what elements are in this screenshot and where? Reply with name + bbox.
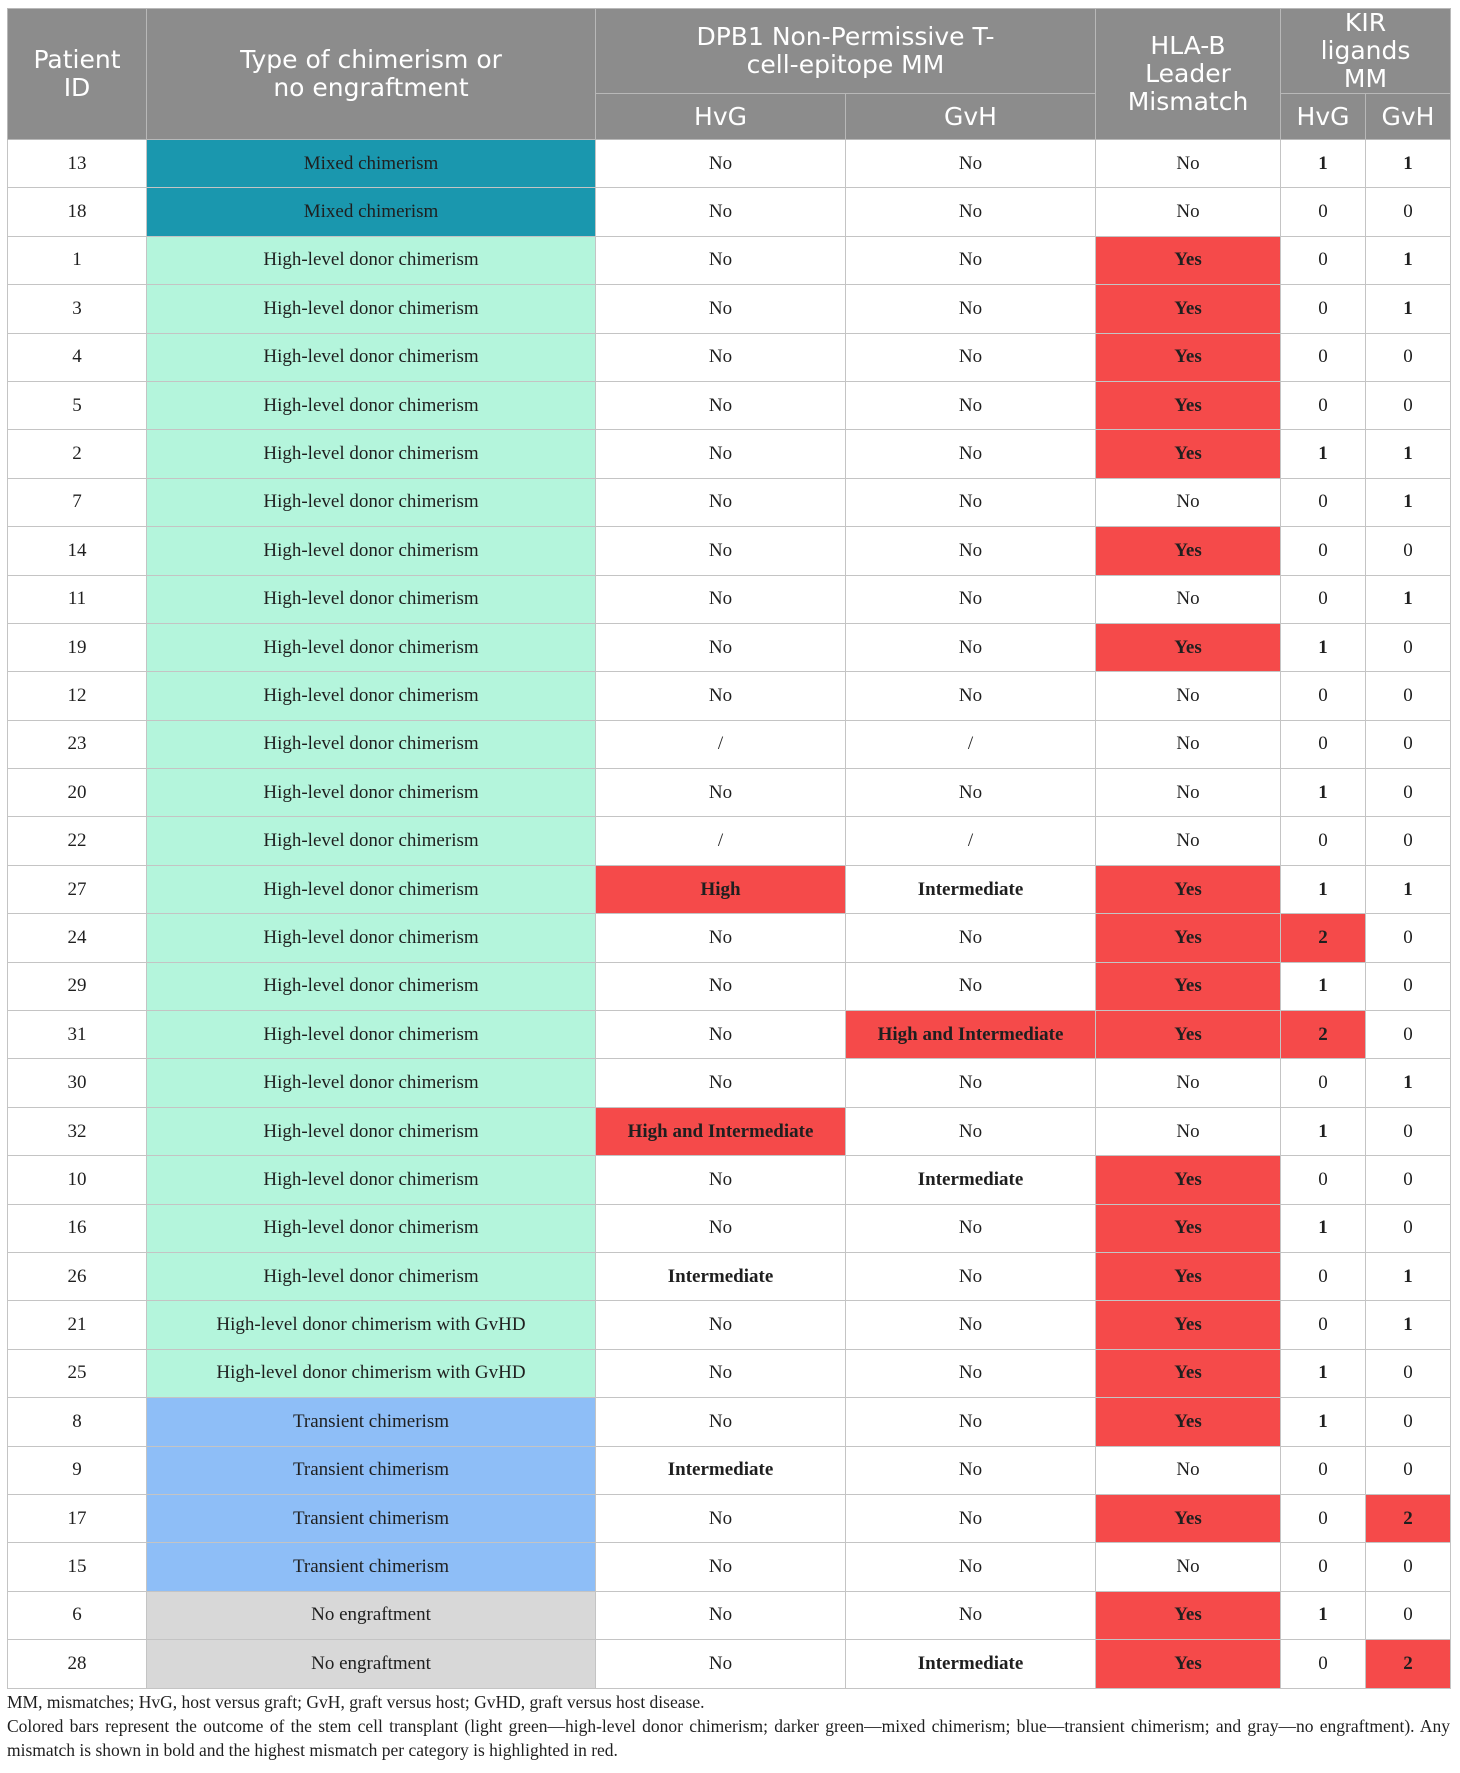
hlab-leader-cell: No xyxy=(1096,769,1281,817)
kir-hvg-cell: 1 xyxy=(1281,1398,1366,1446)
hlab-leader-cell: Yes xyxy=(1096,1252,1281,1300)
dpb1-gvh-cell: No xyxy=(846,1252,1096,1300)
dpb1-gvh-cell: No xyxy=(846,1349,1096,1397)
chimerism-type-cell: High-level donor chimerism xyxy=(147,672,596,720)
table-row xyxy=(8,720,1451,768)
dpb1-gvh-cell: No xyxy=(846,1543,1096,1591)
dpb1-gvh-cell: Intermediate xyxy=(846,865,1096,913)
patient-id-cell: 30 xyxy=(8,1059,147,1107)
dpb1-hvg-cell: No xyxy=(596,1543,846,1591)
patient-id-cell: 29 xyxy=(8,962,147,1010)
hlab-leader-cell: Yes xyxy=(1096,962,1281,1010)
patient-id-cell: 19 xyxy=(8,623,147,671)
kir-gvh-cell: 0 xyxy=(1366,333,1451,381)
kir-hvg-cell: 0 xyxy=(1281,333,1366,381)
kir-gvh-cell: 0 xyxy=(1366,962,1451,1010)
hlab-leader-cell: Yes xyxy=(1096,1011,1281,1059)
patient-id-cell: 9 xyxy=(8,1446,147,1494)
patient-id-cell: 12 xyxy=(8,672,147,720)
dpb1-gvh-cell: No xyxy=(846,1591,1096,1639)
hlab-leader-cell: Yes xyxy=(1096,623,1281,671)
kir-gvh-cell: 0 xyxy=(1366,672,1451,720)
kir-gvh-cell: 0 xyxy=(1366,1204,1451,1252)
dpb1-gvh-cell: No xyxy=(846,478,1096,526)
table-row xyxy=(8,1107,1451,1155)
table-row xyxy=(8,285,1451,333)
kir-gvh-cell: 0 xyxy=(1366,527,1451,575)
kir-hvg-cell: 0 xyxy=(1281,1446,1366,1494)
patient-id-cell: 21 xyxy=(8,1301,147,1349)
dpb1-hvg-cell: No xyxy=(596,430,846,478)
kir-hvg-cell: 0 xyxy=(1281,478,1366,526)
kir-gvh-cell: 2 xyxy=(1366,1640,1451,1688)
patient-id-cell: 7 xyxy=(8,478,147,526)
kir-hvg-cell: 1 xyxy=(1281,140,1366,188)
chimerism-type-cell: Mixed chimerism xyxy=(147,140,596,188)
header-chimerism-type: Type of chimerism or no engraftment xyxy=(147,9,596,140)
dpb1-gvh-cell: No xyxy=(846,623,1096,671)
dpb1-gvh-cell: No xyxy=(846,381,1096,429)
hlab-leader-cell: Yes xyxy=(1096,236,1281,284)
hlab-leader-cell: No xyxy=(1096,1059,1281,1107)
kir-gvh-cell: 0 xyxy=(1366,769,1451,817)
patient-id-cell: 6 xyxy=(8,1591,147,1639)
dpb1-gvh-cell: No xyxy=(846,914,1096,962)
table-row xyxy=(8,236,1451,284)
hlab-leader-cell: Yes xyxy=(1096,1301,1281,1349)
kir-hvg-cell: 0 xyxy=(1281,575,1366,623)
hlab-leader-cell: No xyxy=(1096,1107,1281,1155)
dpb1-hvg-cell: No xyxy=(596,623,846,671)
chimerism-type-cell: High-level donor chimerism xyxy=(147,817,596,865)
hlab-leader-cell: No xyxy=(1096,1446,1281,1494)
dpb1-gvh-cell: No xyxy=(846,672,1096,720)
kir-hvg-cell: 0 xyxy=(1281,1059,1366,1107)
hlab-leader-cell: Yes xyxy=(1096,285,1281,333)
header-kir-gvh: GvH xyxy=(1366,94,1451,140)
kir-hvg-cell: 1 xyxy=(1281,865,1366,913)
dpb1-hvg-cell: No xyxy=(596,1059,846,1107)
dpb1-gvh-cell: No xyxy=(846,1204,1096,1252)
kir-hvg-cell: 0 xyxy=(1281,285,1366,333)
hlab-leader-cell: Yes xyxy=(1096,914,1281,962)
dpb1-hvg-cell: / xyxy=(596,817,846,865)
table-row xyxy=(8,623,1451,671)
patient-id-cell: 18 xyxy=(8,188,147,236)
kir-hvg-cell: 2 xyxy=(1281,914,1366,962)
table-row xyxy=(8,1543,1451,1591)
table-row xyxy=(8,1059,1451,1107)
chimerism-type-cell: High-level donor chimerism xyxy=(147,1107,596,1155)
kir-gvh-cell: 0 xyxy=(1366,188,1451,236)
kir-gvh-cell: 1 xyxy=(1366,1301,1451,1349)
dpb1-hvg-cell: No xyxy=(596,527,846,575)
patient-id-cell: 28 xyxy=(8,1640,147,1688)
dpb1-gvh-cell: No xyxy=(846,285,1096,333)
dpb1-gvh-cell: Intermediate xyxy=(846,1156,1096,1204)
chimerism-type-cell: High-level donor chimerism xyxy=(147,769,596,817)
chimerism-type-cell: High-level donor chimerism xyxy=(147,914,596,962)
hlab-leader-cell: No xyxy=(1096,672,1281,720)
dpb1-hvg-cell: No xyxy=(596,1398,846,1446)
kir-gvh-cell: 0 xyxy=(1366,914,1451,962)
dpb1-hvg-cell: High xyxy=(596,865,846,913)
kir-hvg-cell: 0 xyxy=(1281,720,1366,768)
patient-id-cell: 16 xyxy=(8,1204,147,1252)
dpb1-hvg-cell: No xyxy=(596,381,846,429)
table-row xyxy=(8,1494,1451,1542)
dpb1-hvg-cell: No xyxy=(596,962,846,1010)
kir-gvh-cell: 2 xyxy=(1366,1494,1451,1542)
table-row xyxy=(8,914,1451,962)
header-dpb1-hvg: HvG xyxy=(596,94,846,140)
table-row xyxy=(8,430,1451,478)
dpb1-hvg-cell: No xyxy=(596,140,846,188)
chimerism-type-cell: High-level donor chimerism xyxy=(147,236,596,284)
chimerism-type-cell: High-level donor chimerism xyxy=(147,1252,596,1300)
hlab-leader-cell: Yes xyxy=(1096,381,1281,429)
patient-id-cell: 4 xyxy=(8,333,147,381)
dpb1-hvg-cell: No xyxy=(596,188,846,236)
table-body xyxy=(8,140,1451,1689)
chimerism-type-cell: Transient chimerism xyxy=(147,1446,596,1494)
patient-id-cell: 14 xyxy=(8,527,147,575)
patient-id-cell: 15 xyxy=(8,1543,147,1591)
table-row xyxy=(8,1156,1451,1204)
patient-id-cell: 2 xyxy=(8,430,147,478)
dpb1-hvg-cell: No xyxy=(596,1156,846,1204)
kir-gvh-cell: 1 xyxy=(1366,865,1451,913)
chimerism-type-cell: No engraftment xyxy=(147,1591,596,1639)
kir-gvh-cell: 0 xyxy=(1366,623,1451,671)
hlab-leader-cell: Yes xyxy=(1096,1204,1281,1252)
kir-hvg-cell: 0 xyxy=(1281,236,1366,284)
table-row xyxy=(8,817,1451,865)
footnote-legend: Colored bars represent the outcome of the stem cell transplant (light green—high-level donor chimerism; darker green—mixed chimerism; blue—transient chimerism; and gray—no engraftment). Any mismatch is shown in bold and the highest mismatch per category is highlighted in red. xyxy=(7,1716,1450,1760)
patient-id-cell: 23 xyxy=(8,720,147,768)
chimerism-type-cell: High-level donor chimerism with GvHD xyxy=(147,1301,596,1349)
patient-id-cell: 8 xyxy=(8,1398,147,1446)
dpb1-gvh-cell: No xyxy=(846,1398,1096,1446)
hlab-leader-cell: No xyxy=(1096,188,1281,236)
patient-id-cell: 1 xyxy=(8,236,147,284)
table-row xyxy=(8,1349,1451,1397)
kir-hvg-cell: 1 xyxy=(1281,962,1366,1010)
dpb1-gvh-cell: No xyxy=(846,140,1096,188)
hlab-leader-cell: No xyxy=(1096,478,1281,526)
kir-hvg-cell: 2 xyxy=(1281,1011,1366,1059)
dpb1-gvh-cell: No xyxy=(846,236,1096,284)
patient-id-cell: 5 xyxy=(8,381,147,429)
dpb1-hvg-cell: No xyxy=(596,1204,846,1252)
chimerism-type-cell: High-level donor chimerism xyxy=(147,1059,596,1107)
dpb1-gvh-cell: No xyxy=(846,1446,1096,1494)
table-row xyxy=(8,1640,1451,1688)
kir-hvg-cell: 1 xyxy=(1281,1349,1366,1397)
kir-hvg-cell: 0 xyxy=(1281,188,1366,236)
kir-hvg-cell: 1 xyxy=(1281,1204,1366,1252)
table-row xyxy=(8,865,1451,913)
hlab-leader-cell: Yes xyxy=(1096,430,1281,478)
hlab-leader-cell: Yes xyxy=(1096,865,1281,913)
hlab-leader-cell: Yes xyxy=(1096,1156,1281,1204)
hlab-leader-cell: No xyxy=(1096,720,1281,768)
kir-gvh-cell: 1 xyxy=(1366,478,1451,526)
chimerism-type-cell: High-level donor chimerism xyxy=(147,623,596,671)
dpb1-hvg-cell: No xyxy=(596,575,846,623)
dpb1-gvh-cell: No xyxy=(846,769,1096,817)
kir-hvg-cell: 1 xyxy=(1281,1591,1366,1639)
table-row xyxy=(8,140,1451,188)
table-row xyxy=(8,333,1451,381)
kir-gvh-cell: 1 xyxy=(1366,430,1451,478)
hlab-leader-cell: Yes xyxy=(1096,1591,1281,1639)
dpb1-gvh-cell: No xyxy=(846,962,1096,1010)
kir-hvg-cell: 0 xyxy=(1281,1494,1366,1542)
kir-gvh-cell: 1 xyxy=(1366,140,1451,188)
chimerism-type-cell: High-level donor chimerism xyxy=(147,865,596,913)
kir-hvg-cell: 0 xyxy=(1281,1252,1366,1300)
kir-gvh-cell: 1 xyxy=(1366,1059,1451,1107)
kir-gvh-cell: 0 xyxy=(1366,1349,1451,1397)
patient-id-cell: 24 xyxy=(8,914,147,962)
dpb1-hvg-cell: Intermediate xyxy=(596,1252,846,1300)
chimerism-type-cell: High-level donor chimerism xyxy=(147,1156,596,1204)
patient-id-cell: 17 xyxy=(8,1494,147,1542)
chimerism-type-cell: High-level donor chimerism xyxy=(147,1204,596,1252)
kir-gvh-cell: 1 xyxy=(1366,1252,1451,1300)
hlab-leader-cell: Yes xyxy=(1096,527,1281,575)
dpb1-hvg-cell: No xyxy=(596,672,846,720)
dpb1-gvh-cell: No xyxy=(846,1494,1096,1542)
dpb1-gvh-cell: No xyxy=(846,333,1096,381)
dpb1-hvg-cell: Intermediate xyxy=(596,1446,846,1494)
kir-gvh-cell: 1 xyxy=(1366,236,1451,284)
kir-gvh-cell: 0 xyxy=(1366,1156,1451,1204)
kir-hvg-cell: 0 xyxy=(1281,817,1366,865)
table-row xyxy=(8,1301,1451,1349)
header-kir-hvg: HvG xyxy=(1281,94,1366,140)
table-row xyxy=(8,672,1451,720)
table-row xyxy=(8,962,1451,1010)
hlab-leader-cell: No xyxy=(1096,1543,1281,1591)
dpb1-hvg-cell: No xyxy=(596,1494,846,1542)
dpb1-hvg-cell: No xyxy=(596,914,846,962)
kir-gvh-cell: 0 xyxy=(1366,1011,1451,1059)
dpb1-hvg-cell: No xyxy=(596,333,846,381)
kir-hvg-cell: 0 xyxy=(1281,1640,1366,1688)
kir-gvh-cell: 0 xyxy=(1366,1398,1451,1446)
patient-id-cell: 10 xyxy=(8,1156,147,1204)
kir-hvg-cell: 1 xyxy=(1281,430,1366,478)
kir-gvh-cell: 0 xyxy=(1366,817,1451,865)
dpb1-gvh-cell: No xyxy=(846,1301,1096,1349)
chimerism-type-cell: High-level donor chimerism xyxy=(147,430,596,478)
chimerism-type-cell: High-level donor chimerism xyxy=(147,381,596,429)
chimerism-type-cell: High-level donor chimerism xyxy=(147,527,596,575)
hlab-leader-cell: Yes xyxy=(1096,1640,1281,1688)
dpb1-hvg-cell: No xyxy=(596,1301,846,1349)
table-row xyxy=(8,1011,1451,1059)
table-row xyxy=(8,1398,1451,1446)
patient-id-cell: 31 xyxy=(8,1011,147,1059)
header-dpb1-gvh: GvH xyxy=(846,94,1096,140)
header-hlab-leader: HLA-B Leader Mismatch xyxy=(1096,9,1281,140)
hlab-leader-cell: Yes xyxy=(1096,1398,1281,1446)
dpb1-gvh-cell: / xyxy=(846,720,1096,768)
chimerism-type-cell: No engraftment xyxy=(147,1640,596,1688)
dpb1-gvh-cell: No xyxy=(846,188,1096,236)
chimerism-type-cell: Transient chimerism xyxy=(147,1543,596,1591)
patient-id-cell: 25 xyxy=(8,1349,147,1397)
table-row xyxy=(8,769,1451,817)
chimerism-type-cell: High-level donor chimerism xyxy=(147,478,596,526)
table-row xyxy=(8,1204,1451,1252)
table-row xyxy=(8,188,1451,236)
hlab-leader-cell: No xyxy=(1096,140,1281,188)
hlab-leader-cell: Yes xyxy=(1096,333,1281,381)
chimerism-type-cell: High-level donor chimerism xyxy=(147,285,596,333)
dpb1-gvh-cell: No xyxy=(846,1107,1096,1155)
hlab-leader-cell: No xyxy=(1096,817,1281,865)
kir-hvg-cell: 1 xyxy=(1281,623,1366,671)
dpb1-hvg-cell: No xyxy=(596,1011,846,1059)
table-row xyxy=(8,575,1451,623)
kir-hvg-cell: 0 xyxy=(1281,672,1366,720)
kir-hvg-cell: 0 xyxy=(1281,381,1366,429)
dpb1-gvh-cell: High and Intermediate xyxy=(846,1011,1096,1059)
hlab-leader-cell: No xyxy=(1096,575,1281,623)
hlab-leader-cell: Yes xyxy=(1096,1349,1281,1397)
dpb1-gvh-cell: No xyxy=(846,1059,1096,1107)
patient-id-cell: 20 xyxy=(8,769,147,817)
chimerism-type-cell: High-level donor chimerism xyxy=(147,575,596,623)
patient-id-cell: 26 xyxy=(8,1252,147,1300)
table-row xyxy=(8,527,1451,575)
header-kir-group: KIR ligands MM xyxy=(1281,9,1451,94)
kir-hvg-cell: 1 xyxy=(1281,769,1366,817)
dpb1-hvg-cell: No xyxy=(596,285,846,333)
table-row xyxy=(8,478,1451,526)
hlab-leader-cell: Yes xyxy=(1096,1494,1281,1542)
dpb1-hvg-cell: No xyxy=(596,1591,846,1639)
header-dpb1-group: DPB1 Non-Permissive T-cell-epitope MM xyxy=(596,9,1096,94)
dpb1-gvh-cell: No xyxy=(846,430,1096,478)
dpb1-gvh-cell: Intermediate xyxy=(846,1640,1096,1688)
chimerism-type-cell: High-level donor chimerism xyxy=(147,720,596,768)
patient-id-cell: 11 xyxy=(8,575,147,623)
patient-id-cell: 27 xyxy=(8,865,147,913)
dpb1-hvg-cell: No xyxy=(596,1640,846,1688)
chimerism-type-cell: High-level donor chimerism xyxy=(147,962,596,1010)
chimerism-type-cell: Transient chimerism xyxy=(147,1398,596,1446)
dpb1-hvg-cell: No xyxy=(596,236,846,284)
kir-hvg-cell: 0 xyxy=(1281,527,1366,575)
results-table-container xyxy=(7,8,1450,1689)
kir-gvh-cell: 1 xyxy=(1366,575,1451,623)
chimerism-type-cell: Transient chimerism xyxy=(147,1494,596,1542)
table-row xyxy=(8,1252,1451,1300)
table-row xyxy=(8,1446,1451,1494)
patient-id-cell: 3 xyxy=(8,285,147,333)
dpb1-gvh-cell: / xyxy=(846,817,1096,865)
kir-gvh-cell: 0 xyxy=(1366,1543,1451,1591)
chimerism-mismatch-table xyxy=(7,8,1451,1689)
kir-gvh-cell: 0 xyxy=(1366,720,1451,768)
dpb1-gvh-cell: No xyxy=(846,575,1096,623)
kir-gvh-cell: 0 xyxy=(1366,1107,1451,1155)
footnote-abbreviations: MM, mismatches; HvG, host versus graft; GvH, graft versus host; GvHD, graft versus host disease. xyxy=(7,1692,705,1712)
chimerism-type-cell: Mixed chimerism xyxy=(147,188,596,236)
table-header xyxy=(8,9,1451,140)
kir-hvg-cell: 0 xyxy=(1281,1301,1366,1349)
dpb1-hvg-cell: No xyxy=(596,769,846,817)
dpb1-hvg-cell: No xyxy=(596,1349,846,1397)
chimerism-type-cell: High-level donor chimerism xyxy=(147,333,596,381)
patient-id-cell: 22 xyxy=(8,817,147,865)
kir-gvh-cell: 0 xyxy=(1366,381,1451,429)
header-patient-id: Patient ID xyxy=(8,9,147,140)
dpb1-hvg-cell: No xyxy=(596,478,846,526)
table-row xyxy=(8,1591,1451,1639)
patient-id-cell: 32 xyxy=(8,1107,147,1155)
kir-hvg-cell: 0 xyxy=(1281,1543,1366,1591)
table-footnote xyxy=(7,1690,1450,1762)
kir-gvh-cell: 1 xyxy=(1366,285,1451,333)
chimerism-type-cell: High-level donor chimerism with GvHD xyxy=(147,1349,596,1397)
kir-gvh-cell: 0 xyxy=(1366,1591,1451,1639)
patient-id-cell: 13 xyxy=(8,140,147,188)
kir-gvh-cell: 0 xyxy=(1366,1446,1451,1494)
dpb1-gvh-cell: No xyxy=(846,527,1096,575)
kir-hvg-cell: 1 xyxy=(1281,1107,1366,1155)
kir-hvg-cell: 0 xyxy=(1281,1156,1366,1204)
dpb1-hvg-cell: High and Intermediate xyxy=(596,1107,846,1155)
dpb1-hvg-cell: / xyxy=(596,720,846,768)
table-row xyxy=(8,381,1451,429)
chimerism-type-cell: High-level donor chimerism xyxy=(147,1011,596,1059)
